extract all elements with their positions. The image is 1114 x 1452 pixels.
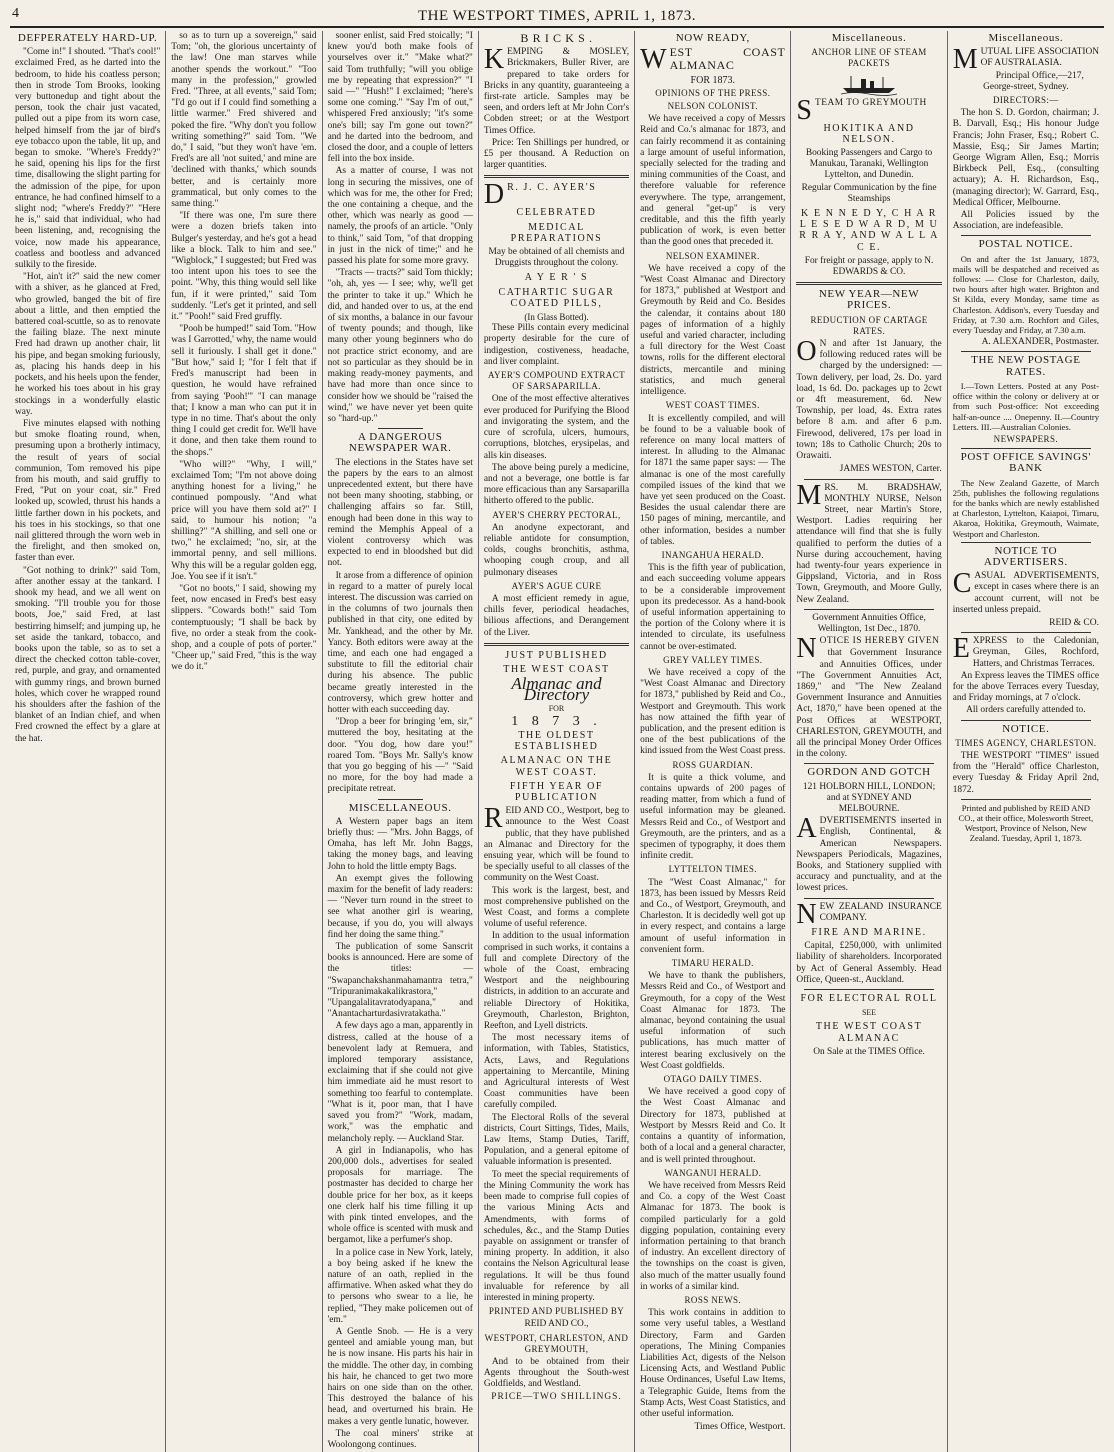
sarsaparilla-text: One of the most effective alteratives ever produced for Purifying the Blood and invigorating the system, and the cure of scrofula, ulcers, humours, corruptions, blotches, erysipelas, and alls kin diseases. — [483, 394, 630, 461]
divider — [961, 235, 1091, 236]
almanac-for: FOR — [548, 703, 565, 713]
almanac-text: To meet the special requirements of the Mining Community the work has been made to comprise full copies of the various Mining Acts and Amendments, with forms of schedules, &c., and the Stamp Duties payable on assignment or transfer of mining property. In addition, it also contains the Nelson Agricultural lease regulations. It will be thus found invaluable for reference by all interested in mining property. — [483, 1169, 630, 1303]
drop-cap: A — [796, 813, 817, 845]
postage-body: I.—Town Letters. Posted at any Post-office within the colony or delivery at or from such Post-office: Not exceeding half-an-ounce .... Onepenny. II.—Country Letters. III.—Australian Colonies. — [952, 380, 1099, 432]
cherry-title: AYER'S CHERRY PECTORAL, — [492, 509, 621, 520]
ague-title: AYER'S AGUE CURE — [511, 580, 602, 591]
review-text: It is excellently compiled, and will be found to be a valuable book of reference on many local matters of interest. In alluding to the Almanac for 1871 the same paper says: — The almanac is one of the most carefully compiled issues of the kind that we have yet seen produced on the Coast. Besides the usual calendar there are 150 pages of mining, mercantile, and other information, besides a number of tables. — [640, 413, 786, 547]
sarsaparilla-text2: The above being purely a medicine, and not a beverage, one bottle is far more efficacious than any Sarsaparilla hitherto offered to the public. — [483, 462, 630, 507]
bricks-ad — [483, 44, 630, 137]
review-text: We have received a copy of Messrs Reid and Co.'s almanac for 1873, and can fairly recommend it as containing a large amount of useful information, specially selected for the trading and mining communities of the Coast, and therefore valuable for reference everywhere. The type, arrangement, and general "get-up" is very creditable, and this the fifth yearly publication of work, is even better than the good ones that preceded it. — [640, 114, 786, 248]
casual-ads-body: ASUAL ADVERTISEMENTS, except in cases where there is an account current, will not be inserted unless prepaid. — [952, 571, 1099, 615]
cathartic-title: CATHARTIC SUGAR COATED PILLS, — [498, 286, 615, 309]
almanac-text: The Electoral Rolls of the several districts, Court Sittings, Tides, Mails, Law Items, Stamp Duties, Tariff, Population, and a general epitome of valuable information is presented. — [483, 1112, 630, 1168]
drop-cap: D — [483, 179, 505, 211]
freight: For freight or passage, apply to N. EDWARDS & CO. — [804, 255, 934, 278]
pills-text: These Pills contain every medicinal property desirable for the cure of indigestion, costiveness, headache, and liver complaint. — [483, 323, 630, 367]
divider — [378, 428, 423, 429]
misc-item: A Gentle Snob. — He is a very genteel and amiable young man, but he is now insane. His parts his hair in the middle. The other day, in combing his hair, he chanced to get two more hairs on one side than on the other. This destroyed the balance of his head, and overturned his brain. He makes a very gentle lunatic, however. — [327, 1326, 473, 1427]
almanac-year: 1 8 7 3 . — [511, 713, 602, 729]
divider — [484, 175, 629, 178]
postmaster-signature: A. ALEXANDER, Postmaster. — [981, 337, 1099, 348]
drop-cap: R — [483, 803, 503, 835]
section-heading: A DANGEROUS NEWSPAPER WAR. — [348, 431, 452, 455]
column-7 — [948, 31, 1104, 1452]
almanac-text: The most necessary items of information, with Tables, Statistics, Acts, Laws, and Regulations appertaining to Mercantile, Mining and Agricultural interests of West Coast communities have been carefully compiled. — [483, 1033, 630, 1111]
steam-title: TEAM TO GREYMOUTH — [815, 97, 927, 108]
divider — [804, 479, 933, 480]
review-text: We have received a good copy of the West Coast Almanac and Directory for 1873, published at Westport by Messrs Reid and Co. It contains a quantity of information, both of a local and a general character, and is well printed throughout. — [640, 1087, 786, 1165]
review-source: INANGAHUA HERALD. — [661, 549, 764, 560]
drop-cap: O — [796, 336, 817, 368]
bricks-body: EMPING & MOSLEY, Brickmakers, Buller River, are prepared to take orders for Bricks in any quantity, guaranteeing a first-rate article. Samples may be seen, and orders left at Mr John Corr's Cobden street; or at the Westport Times Office. — [483, 47, 630, 136]
reduction-heading: REDUCTION OF CARTAGE RATES. — [810, 314, 928, 336]
just-published: JUST PUBLISHED — [505, 649, 608, 661]
review-text: We have received a copy of the "West Coast Almanac and Directory for 1873," published by Reid and Co., Westport and Greymouth. This work has now attained the fifth year of publication, and the present edition is one of the best publications of the kind issued from the West Coast press. — [640, 667, 786, 757]
almanac-title: Almanac and Directory — [511, 674, 602, 705]
see-label: SEE — [861, 1008, 877, 1018]
express-text: An Express leaves the TIMES office for the above Terraces every Tuesday, and Friday mornings, at 7 o'clock. — [952, 670, 1099, 704]
divider — [378, 799, 423, 800]
drop-cap: M — [796, 479, 822, 511]
divider — [961, 351, 1091, 352]
ship-names: K E N N E D Y, C H A R L E S E D W A R D, M U R R A Y, AND W A L L A C E. — [799, 208, 939, 253]
wca-ref: THE WEST COAST ALMANAC — [815, 1021, 923, 1044]
story-paragraph: As a matter of course, I was not long in securing the missives, one of which was for me, the other for Fred; the one containing a cheque, and the other, which was nearly as good — namely, the proofs of an article. "Only to think," said Tom, "of that dropping in just in the nick of time;" and he passed his plate for some more gravy. — [327, 166, 473, 267]
misc-item: A girl in Indianapolis, who has 200,000 dols., advertises for sealed proposals for marriage. The postmaster has decided to charge her double price for her box, as it keeps one clerk half his time filling it up with pink tinted envelopes, and the whole office is scented with musk and bergamot, like a perfumer's shop. — [327, 1145, 473, 1246]
almanac-text: EID AND CO., Westport, beg to announce to the West Coast public, that they have published an Almanac and Directory for the ensuing year, which will be found to be specially useful to all classes of the community on the West Coast. — [483, 806, 630, 884]
column-4 — [479, 31, 635, 1452]
postage-rates: THE NEW POSTAGE RATES. — [971, 354, 1081, 378]
electoral-roll: FOR ELECTORAL ROLL — [800, 993, 938, 1005]
cherry-text: An anodyne expectorant, and reliable antidote for consumption, colds, coughs bronchitis, asthma, whooping cough croup, and all pulmonary diseases — [483, 522, 630, 578]
directors-label: DIRECTORS:— — [992, 95, 1059, 106]
drop-cap: N — [796, 898, 817, 930]
almanac-text: In addition to the usual information comprised in such works, it contains a full and complete Directory of the whole of the Coast, embracing Westport and the neighbouring districts, in addition to an accurate and reliable Directory of Hokitika, Greymouth, Charleston, Brighton, Reefton, and Lyell districts. — [483, 931, 630, 1032]
divider — [961, 632, 1091, 633]
review-text: We have received from Messrs Reid and Co. a copy of the West Coast Almanac for 1873. The book is compiled particularly for a gold digging population, containing every information pertaining to that branch of industry. An excellent directory of the townships on the coast is given, also much of the matter usually found in works of a similar kind. — [640, 1180, 786, 1292]
misc-item: A few days ago a man, apparently in distress, called at the house of a benevolent lady at Remuera, and implored temporary assistance, exclaiming that if she could not give him immediate aid he must resort to something too fearful to contemplate. "What is it, poor man, that I have saved you from?" "Work, madam, work," was the emphatic and melancholy reply. — Auckland Star. — [327, 1021, 473, 1144]
misc-title: Miscellaneous. — [988, 32, 1064, 44]
divider — [796, 282, 941, 285]
on-sale: On Sale at the TIMES Office. — [813, 1046, 925, 1057]
story-paragraph: so as to turn up a sovereign," said Tom; "oh, the glorious uncertainty of the law! One man starves while another spends the workout." "Too many in the profession," growled Fred. "Three, at all events," said Tom; "I'd go out if I could find something a little warmer." Fred shivered and poked the fire. "Why don't you follow writing something?" said Tom. "We do," I said, "but they won't have 'em. Fred's are all 'not suited,' and mine are 'declined with thanks,' which sounds better, and is certainly more grammatical, but only comes to the same thing." — [171, 31, 317, 210]
times-office: Times Office, Westport. — [694, 1422, 786, 1433]
times-agency: TIMES AGENCY, CHARLESTON. — [955, 737, 1097, 748]
principal-office: Principal Office,—217, George-street, Sydney. — [983, 70, 1084, 92]
glass-bottled: (In Glass Botted). — [524, 312, 589, 323]
adv-body: DVERTISEMENTS inserted in English, Continental, & American Newspapers. Newspapers Periodicals, Magazines, Books, and Stationery supplied with accuracy and punctuality, and at the lowest prices. — [796, 816, 942, 894]
drop-cap: N — [796, 633, 817, 665]
booking: Booking Passengers and Cargo to Manukau, Taranaki, Wellington Lyttelton, and Dunedin. — [805, 148, 933, 181]
directors-list: The hon S. D. Gordon, chairman; J. B. Darvall, Esq.; His honour Judge Francis; John Fraser, Esq.; Robert C. Massie, Esq.; Sir James Martin; George Wigram Allen, Esq.; Morris Birkbeck Pell, Esq., (consulting actuary); A. H. Richardson, Esq., (managing director); W. Garrard, Esq., Medical Officer, Melbourne. — [952, 108, 1099, 208]
ayer-obtain: May be obtained of all chemists and Druggists throughout the colony. — [488, 247, 625, 269]
divider — [804, 898, 933, 899]
review-source: NELSON EXAMINER. — [665, 250, 760, 261]
bricks-title: B R I C K S . — [520, 31, 593, 45]
carter-signature: JAMES WESTON, Carter. — [839, 464, 942, 475]
misc-item: The publication of some Sanscrit books is announced. Here are some of the titles: — "Swapanchakshanmahamantra tetra," "Tripuranimakakalikrastora," "Upangalalitavratodyapana," and "Anantacharturdasivratakatha." — [327, 942, 473, 1020]
story-heading: DEFPERATELY HARD-UP. — [17, 32, 158, 44]
divider — [804, 989, 933, 990]
notice-header — [796, 633, 941, 665]
review-source: ROSS GUARDIAN. — [672, 759, 754, 770]
express-ad — [952, 633, 1099, 670]
new-year-prices: NEW YEAR—NEW PRICES. — [818, 288, 920, 312]
orders-note: All orders carefully attended to. — [966, 705, 1086, 716]
misc-item: An exempt gives the following maxim for the benefit of lady readers: — "Never turn round in the street to see what another girl is wearing, because, if you do, you will always find her doing the same thing." — [327, 873, 473, 940]
drop-cap: E — [952, 633, 970, 665]
misc-item: A Western paper bags an item briefly thus: — "Mrs. John Baggs, of Omaha, has left Mr. John Baggs, taking the money bags, and leaving John to hold the little empty Bags. — [327, 816, 473, 872]
notice-body: that Government Insurance and Annuities Offices, under "The Government Annuities Act, 1869," and "The New Zealand Government Insurance and Annuities Act, 1870," have been opened at the Post Offices at WESTPORT, CHARLESTON, GREYMOUTH, and all the principal Money Order Offices in the colony. — [796, 648, 942, 760]
nzi-title: EW ZEALAND INSURANCE COMPANY. — [819, 901, 942, 923]
review-source: GREY VALLEY TIMES. — [663, 654, 763, 665]
printed-by: PRINTED AND PUBLISHED BY — [488, 1306, 625, 1317]
ayer-medical: MEDICAL PREPARATIONS — [510, 221, 603, 244]
express-ad-body: XPRESS to the Caledonian, Greyman, Giles, Rochford, Hatters, and Christmas Terraces. — [972, 636, 1099, 669]
mutual-header — [952, 44, 1099, 76]
story-paragraph: "Got no boots," I said, showing my feet, now encased in Fred's best easy slippers. "Cowards both!" said Tom contemptuously; "I shall be back by five, no order a steak from the cook-shop, and a couple of pots of porter." "Cheer up," said Fred, "this is the way we do it." — [171, 583, 317, 673]
divider — [961, 720, 1091, 721]
section-heading: MISCELLANEOUS. — [348, 801, 452, 814]
column-6 — [791, 31, 947, 1452]
postal-body: On and after the 1st January, 1873, mails will be despatched and received as follows: — Close for Charleston, daily, two hours after high water. Brighton and St Kilda, every Monday, same time as Charleston. Addison's, every Tuesday and Friday, at 7.30 a.m. Rochfort and Giles, every Tuesday and Friday, at 7.30 a.m. — [952, 253, 1099, 336]
story-paragraph: "Tracts — tracts?" said Tom thickly; "oh, ah, yes — I see; why, we'll get the printer to take it up." Which he did, and handed over to us, at the end of six months, a balance in our favour of twenty pounds; and though, like many other young beginners who do not practice strict economy, and are not so particular as they should be in making ready-money payments, and have had more than once since to consider how we should be "raised the wind," we have never yet been quite so "hard-up." — [327, 268, 473, 424]
reid-signature: REID & CO. — [1049, 617, 1099, 628]
almanac-price: PRICE—TWO SHILLINGS. — [491, 1391, 622, 1402]
story-paragraph: "Got nothing to drink?" said Tom, after another essay at the tankard. I shook my head, and we all went on smoking. "I'll trouble you for those boots, Joe," said Fred, at last bestirring himself; and jumping up, he set aside the tankard, tobacco, and books upon the table, so as to set a direct the checked cotton table-cover, red, purple, and gray, and ornamented with gummy rings, and brown burned holes, which cover he wrapped round his shoulders after the fashion of the blanket of an Indian chief, and when Fred crowned the effect by a glare at the hat. — [15, 565, 161, 744]
story-paragraph: Five minutes elapsed with nothing but smoke floating round, when, presuming upon a brotherly intimacy, the result of years of social communion, Tom removed his pipe from his mouth, and said gruffly to Fred, "Put on your coat, sir." Fred looked up, scowled, thrust his hands a little farther down in his pockets, and his toes in his stockings, so that one nail glittered through the worn web in the firelight, and then smoked on, faster than ever. — [15, 418, 161, 564]
review-source: OTAGO DAILY TIMES. — [663, 1074, 762, 1085]
opinions-heading: OPINIONS OF THE PRESS. — [655, 87, 771, 98]
press-reviews — [640, 101, 785, 1420]
savings-bank: POST OFFICE SAVINGS' BANK — [960, 451, 1092, 475]
divider — [804, 763, 933, 764]
story-paragraph: It arose from a difference of opinion in regard to a matter of purely local interest. The discussion was carried on in the columns of two journals then published in that city, one edited by Mr. Yankhead, and the other by Mr. Yancy. Both editors were away at the time, and each one had engaged a substitute to fill the editorial chair during his absence. The public became greatly interested in the controversy, which grew hotter and hotter with each succeeding day. — [327, 570, 473, 715]
holborn: 121 HOLBORN HILL, LONDON; and at SYDNEY AND MELBOURNE. — [802, 781, 936, 814]
columns — [10, 31, 1104, 1450]
review-source: TIMARU HERALD. — [671, 958, 754, 969]
almanac-text: This work is the largest, best, and most comprehensive published on the West Coast, and forms a complete volume of useful reference. — [483, 885, 630, 930]
misc-item: In a police case in New York, lately, a boy being asked if he knew the nature of an oath, replied in the affirmative. When asked what they do to persons who swear to a lie, he replied, "They make policemen out of 'em." — [327, 1247, 473, 1325]
reid-places: WESTPORT, CHARLESTON, AND GREYMOUTH, — [484, 1332, 629, 1354]
now-ready: NOW READY, — [675, 32, 750, 44]
divider — [961, 542, 1091, 543]
ayer-header — [483, 179, 629, 211]
anchor-line: ANCHOR LINE OF STEAM PACKETS — [811, 47, 927, 69]
story-paragraph: "Pooh be humped!" said Tom. "How was I Garrotted,' why, the name would sell it furiously. I shall get it done." "But how," said I; "for I felt that if Fred's manuscript had been in question, he would have refrained from saying 'Pooh!'" "I can manage that; I know a man who can put it in type in no time. That's about the only thing I could get credit for. We'll have it done, and then take them round to the shops." — [171, 324, 317, 458]
fire-marine: FIRE AND MARINE. — [811, 927, 927, 939]
imprint: Printed and published by REID AND CO., at their office, Molesworth Street, Westport, Province of Nelson, New Zealand. Tuesday, April 1, 1873. — [958, 802, 1094, 844]
ague-text: A most efficient remedy in ague, chills fever, periodical headaches, bilious affections, and Derangement of the Liver. — [483, 593, 630, 638]
wca-header — [640, 44, 786, 76]
review-text: This work contains in addition to some very useful tables, a Westland Directory, Farm and Garden operations, The Mining Companies Liabilities Act, digests of the Nelson Licensing Acts, and Westland Public House Ordinances, Useful Law Items, a Telegraphic Guide, Items from the Stamp Acts, West Coast Statistics, and other useful information. — [640, 1308, 786, 1419]
agents-text: And to be obtained from their Agents throughout the South-west Goldfields, and Westland. — [483, 1356, 630, 1390]
drop-cap: W — [640, 44, 667, 76]
drop-cap: C — [952, 568, 972, 600]
review-source: ROSS NEWS. — [684, 1294, 742, 1305]
review-source: NELSON COLONIST. — [667, 101, 758, 112]
ayer-celebrated: CELEBRATED — [516, 207, 597, 219]
story-paragraph: The elections in the States have set the papers by the ears to an almost unprecedented extent, but there have not been many shooting, stabbing, or challenging affairs so far. Still, enough had been done in this way to remind the Memphis Appeal of a violent controversy which was expected to end in bloodshed but did not. — [327, 457, 473, 569]
savings-body: The New Zealand Gazette, of March 25th, publishes the following regulations for the banks which are newly established at Charleston, Lyttelton, Kaiapoi, Timaru, Akaroa, Hokitika, Greymouth, Waimate, Westport and Charleston. — [952, 477, 1099, 539]
policies-note: All Policies issued by the Association, are indefeasible. — [952, 210, 1099, 232]
the-west-coast: THE WEST COAST — [503, 663, 610, 675]
almanac-on-coast: ALMANAC ON THE WEST COAST. — [500, 755, 613, 778]
wca-title: EST COAST ALMANAC — [669, 45, 786, 73]
review-source: WANGANUI HERALD. — [664, 1167, 762, 1178]
sarsaparilla-title: AYER'S COMPOUND EXTRACT OF SARSAPARILLA. — [487, 370, 625, 392]
ayer-name: R. J. C. AYER'S — [507, 182, 597, 194]
notice-heading: NOTICE. — [1002, 722, 1050, 735]
page-number: 4 — [12, 6, 20, 21]
notice-advertisers: NOTICE TO ADVERTISERS. — [983, 544, 1068, 568]
story-paragraph: "Hot, ain't it?" said the new comer with a shiver, as he glanced at Fred, who growled, banged the bit of fire about a little, and then emptied the battered coal-scuttle, so as to renovate the failing blaze. The next minute Fred had drawn up another chair, lit his pipe, and began smoking furiously, as, placing his hands deep in his pockets, and his heels upon the fender, he worked his toes about in his gray stockings in a wonderfully elastic way. — [15, 272, 161, 417]
drop-cap: M — [952, 44, 978, 76]
postal-notice: POSTAL NOTICE. — [978, 238, 1074, 251]
review-text: We have to thank the publishers, Messrs Reid and Co., of Westport and Greymouth, for a copy of the West Coast Almanac for 1873. The almanac, beyond containing the usual useful information of such publications, has much matter of interest bearing exclusively on the West Coast goldfields. — [640, 971, 786, 1071]
column-5 — [635, 31, 791, 1452]
story-paragraph: sooner enlist, said Fred stoically; "I knew you'd both make fools of yourselves over it." "Make what?" said Tom truthfully; "will you oblige me by repeating that expression?" "I said —" "Hush!" I exclaimed; "here's some one coming." "Say I'm of out," whispered Fred anxiously; "it's some one's bill; say I'm gone out town?" and he darted into the bedroom, and closed the door, and a couple of letters fell into the box inside. — [327, 31, 473, 165]
nzi-capital: Capital, £250,000, with unlimited liability of shareholders. Incorporated by Act of General Assembly. Head Office, Queen-st., Auckland. — [796, 941, 942, 985]
review-text: This is the fifth year of publication, and each succeeding volume appears to be a considerable improvement upon its predecessor. As a hand-book of useful information appertaining to the portion of the Colony where it is intended to circulate, its usefulness cannot be over-estimated. — [640, 563, 786, 652]
casual-ads — [952, 568, 1099, 616]
divider — [804, 609, 933, 610]
review-source: LYTTELTON TIMES. — [668, 864, 757, 875]
fifth-year: FIFTH YEAR OF PUBLICATION — [509, 780, 604, 803]
story-paragraph: "Come in!" I shouted. "That's cool!" exclaimed Fred, as he darted into the bedroom, to hide his coatless person; then in strode Tom Brooks, looking very buttonedup and tight about the person, took the chair just vacated, pulled out a pipe from its worn case, helped himself from the jar of bird's eye tobacco upon the table, lit up, and began to smoke. "Where's Freddy?" he said, opening his lips for the first time, disallowing the slight parting for the admission of the pipe, for upon entrance, he had confined himself to a slight nod; "where's Freddy?" "Here he is," said that individual, who had been listening, and, recognising the voice, now made his appearance, coatless and bootless and advanced sulkily to the fireside. — [15, 47, 161, 271]
review-text: It is quite a thick volume, and contains upwards of 200 pages of reading matter, from which a fund of useful information may be gleaned. Messrs Reid and Co., of Westport and Greymouth, are the printers, and as a specimen of typography, it does them infinite credit. — [640, 772, 786, 862]
column-2 — [166, 31, 322, 1452]
misc-item: The coal miners' strike at Woolongong continues. — [327, 1428, 473, 1450]
divider — [961, 799, 1091, 800]
story-paragraph: "If there was one, I'm sure there were a dozen briefs taken into Bulger's yesterday, and he's got a head like a block. Talk to him and see." "Wigblock," I suggested; but Fred was too intent upon his toes to see the point. "Why, this thing would sell like fun, if it were printed," said Tom suddenly. "Let's get it printed, and sell it." "Pooh!" said Fred gruffly. — [171, 211, 317, 323]
hokitika-nelson: HOKITIKA AND NELSON. — [823, 122, 915, 145]
newspapers-heading: NEWSPAPERS. — [993, 433, 1059, 444]
reid-name: REID AND CO., — [524, 1319, 589, 1330]
bricks-terms: Price: Ten Shillings per hundred, or £5 per thousand. A Reduction on larger quantities. — [483, 137, 630, 171]
bradshaw-ad — [796, 479, 942, 606]
cartage-body: N and after 1st January, the following reduced rates will be charged by the undersigned: — Town delivery, per load, 2s. Do. yard load, 1s 6d. Do. packages up to 2cwt or 4ft measurement, 6d. New Township, per load, 4s. Extra rates before 8 a.m. and after 6 p.m. Firewood, delivered, 17s per load in town; 18s to Catholic Church; 20s to Orawaiti. — [796, 339, 942, 462]
nzi-header — [796, 898, 942, 930]
bradshaw-body: RS. M. BRADSHAW, MONTHLY NURSE, Nelson Street, near Martin's Store, Westport. Ladies requiring her attendance will find that she is fully qualified to perform the duties of a Nurse during accouchement, having had twenty-four years experience in Gippsland, Victoria, and in Ross Town, Greymouth, and Moore Gully, New Zealand. — [796, 482, 942, 605]
review-text: We have received a copy of the "West Coast Almanac and Directory for 1873," published at Westport and Greymouth by Reid and Co. Besides the calendar, it contains about 180 pages of information of a highly useful and varied character, including a full directory for the West Coast towns, rolls for the different electoral districts, mercantile and mining statistics, and much general intelligence. — [640, 263, 786, 398]
for-1873: FOR 1873. — [690, 74, 735, 86]
oldest-established: THE OLDEST ESTABLISHED — [514, 729, 599, 753]
steamship-icon — [839, 73, 899, 95]
notice-title: OTICE IS HEREBY GIVEN — [819, 636, 940, 647]
cartage-rates — [796, 336, 942, 462]
masthead-title: THE WESTPORT TIMES, APRIL 1, 1873. — [417, 7, 697, 24]
masthead — [10, 6, 1104, 28]
mutual-header-body: UTUAL LIFE ASSOCIATION OF AUSTRALASIA. — [980, 47, 1099, 69]
story-paragraph: "Who will?" "Why, I will," exclaimed Tom; "I'm not above doing anything honest for a living," he continued pompously. "And what price will you have them sold at?" I said, to humour his notion; "a shilling?" "A shilling, and sell one or two," he exclaimed; "no, sir, at the immortal penny, and sell millions. Why this will be a regular golden egg, Joe. You see if it isn't." — [171, 459, 317, 582]
story-paragraph: "Drop a beer for bringing 'em, sir," muttered the boy, hesitating at the door. "You dog, how dare you!" roared Tom. "Boys Mr. Sally's know that you go begging of his —" "Said no more, for the boy had made a precipitate retreat. — [327, 717, 473, 795]
divider — [961, 448, 1091, 449]
westport-times-note: THE WESTPORT "TIMES" issued from the "Herald" office Charleston, every Tuesday & Friday April 2nd, 1872. — [952, 750, 1099, 795]
govt-annuities: Government Annuities Office, Wellington, 1st Dec., 1870. — [812, 612, 926, 634]
drop-cap: S — [796, 94, 812, 126]
regular-communication: Regular Communication by the fine Steamships — [801, 182, 937, 204]
gordon-gotch: GORDON AND GOTCH — [807, 766, 931, 779]
review-text: The "West Coast Almanac," for 1873, has been issued by Messrs Reid and Co., of Westport, Greymouth, and Charleston. It is decidedly well got up in every respect, and contains a large amount of useful information in convenient form. — [640, 877, 786, 955]
column-1 — [10, 31, 166, 1452]
almanac-body — [483, 803, 630, 884]
steam-header — [796, 94, 941, 126]
review-source: WEST COAST TIMES. — [665, 400, 760, 411]
column-3 — [323, 31, 479, 1452]
drop-cap: K — [483, 44, 505, 76]
ayers-label: A Y E R ' S — [524, 272, 589, 284]
misc-title: Miscellaneous. — [831, 32, 907, 44]
divider — [484, 643, 629, 646]
adv-ad — [796, 813, 942, 894]
